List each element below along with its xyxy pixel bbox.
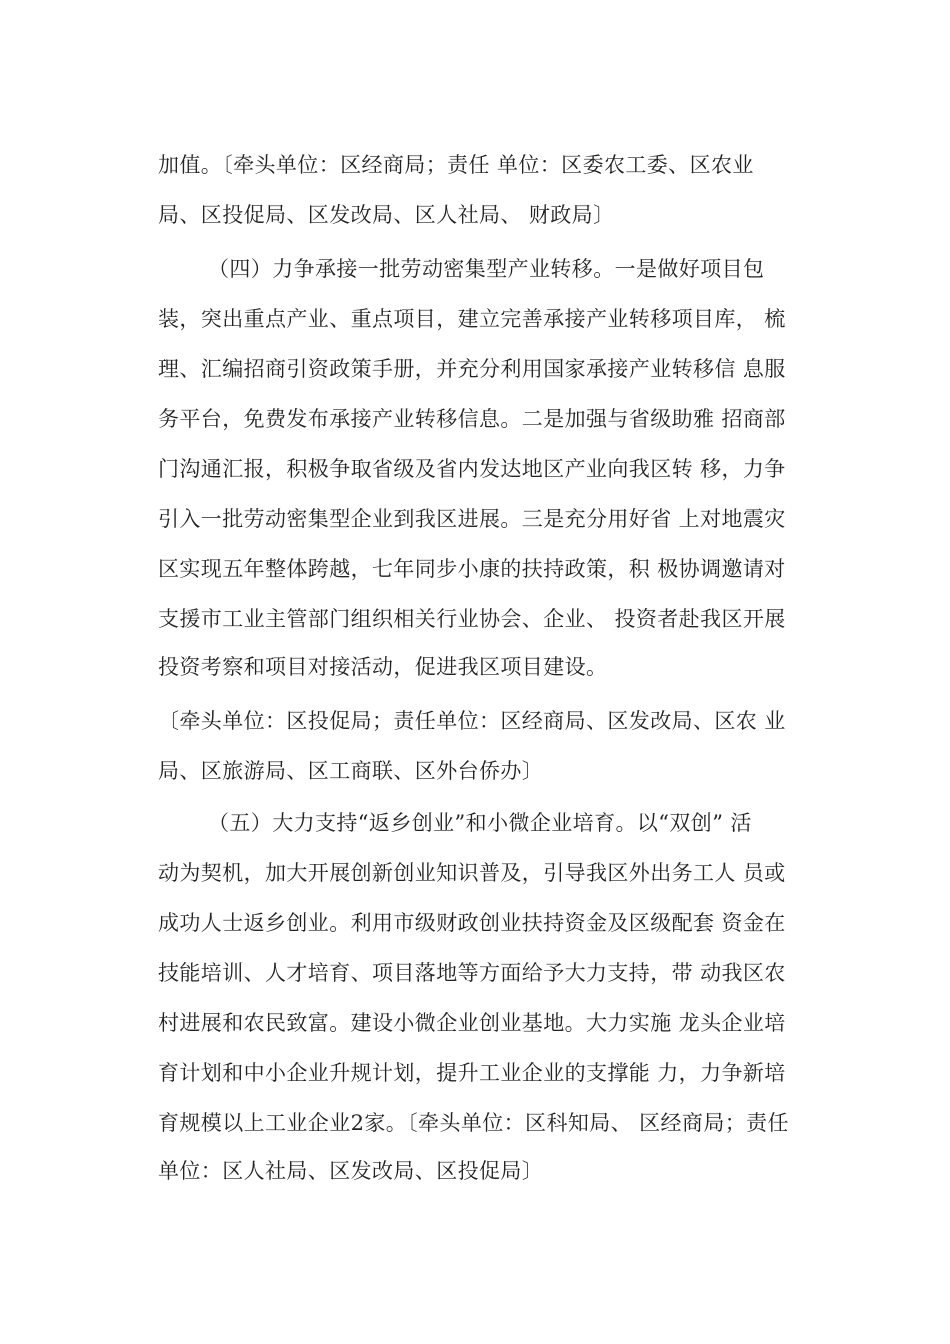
text-line-5: 理、汇编招商引资政策手册，并充分利用国家承接产业转移信 息服 [158,357,786,381]
text-line-9: 区实现五年整体跨越，七年同步小康的扶持政策，积 极协调邀请对 [158,557,786,581]
text-line-13: 局、区旅游局、区工商联、区外台侨办〕 [158,759,544,783]
text-line-17: 技能培训、人才培育、项目落地等方面给予大力支持，带 动我区农 [158,961,786,985]
text-line-4: 装，突出重点产业、重点项目，建立完善承接产业转移项目库， 梳 [158,307,786,331]
text-line-1: 加值。〔牵头单位：区经商局；责任 单位：区委农工委、区农业 [158,153,754,177]
text-line-11: 投资考察和项目对接活动，促进我区项目建设。 [158,655,608,679]
text-line-19: 育计划和中小企业升规计划，提升工业企业的支撑能 力，力争新培 [158,1061,786,1085]
text-line-2: 局、区投促局、区发改局、区人社局、 财政局〕 [158,203,615,227]
text-line-20: 育规模以上工业企业2家。〔牵头单位：区科知局、 区经商局；责任 [158,1111,789,1135]
text-line-21: 单位：区人社局、区发改局、区投促局〕 [158,1159,544,1183]
text-line-3: （四）力争承接一批劳动密集型产业转移。一是做好项目包 [208,257,765,281]
text-line-15: 动为契机，加大开展创新创业知识普及，引导我区外出务工人 员或 [158,861,786,885]
text-line-18: 村进展和农民致富。建设小微企业创业基地。大力实施 龙头企业培 [158,1011,786,1035]
text-line-10: 支援市工业主管部门组织相关行业协会、企业、 投资者赴我区开展 [158,607,786,631]
text-line-14: （五）大力支持“返乡创业”和小微企业培育。以“双创” 活 [208,811,752,835]
text-line-7: 门沟通汇报，积极争取省级及省内发达地区产业向我区转 移，力争 [158,457,786,481]
text-line-16: 成功人士返乡创业。利用市级财政创业扶持资金及区级配套 资金在 [158,911,786,935]
text-line-6: 务平台，免费发布承接产业转移信息。二是加强与省级助雅 招商部 [158,407,786,431]
text-line-8: 引入一批劳动密集型企业到我区进展。三是充分用好省 上对地震灾 [158,507,786,531]
text-line-12: 〔牵头单位：区投促局；责任单位：区经商局、区发改局、区农 业 [158,709,786,733]
